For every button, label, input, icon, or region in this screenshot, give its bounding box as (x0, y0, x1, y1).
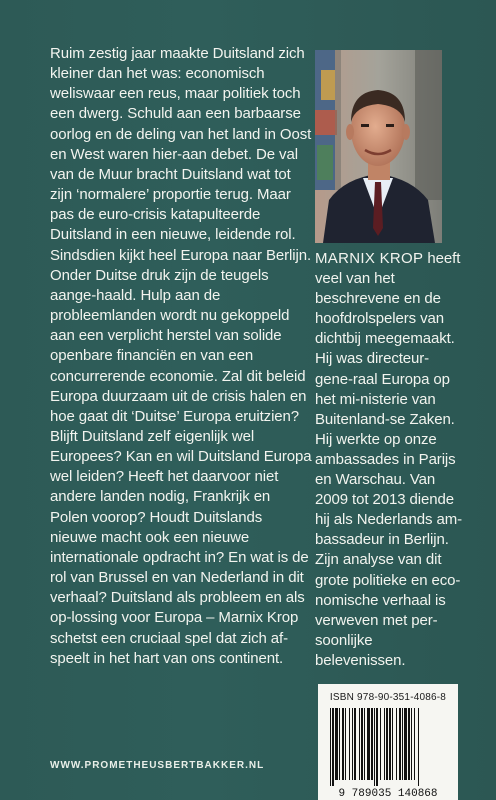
author-bio (315, 249, 465, 671)
barcode-bar (335, 708, 338, 780)
barcode-bar (359, 708, 360, 780)
barcode-bar (367, 708, 370, 780)
barcode-bar (364, 708, 365, 780)
blurb-text: Ruim zestig jaar maakte Duitsland zich kleiner dan het was: economisch weliswaar een reus, maar politiek toch een dwerg. Schuld aan een barbaarse oorlog en de deling van het land in Oost en West waren hier-aan debet. De val van de Muur bracht Duitsland wat tot zijn ‘normalere’ proportie terug. Maar pas de euro-crisis katapulteerde Duitsland in een nieuwe, leidende rol. Sindsdien kijkt heel Europa naar Berlijn. Onder Duitse druk zijn de teugels aange-haald. Hulp aan de probleemlanden wordt nu gekoppeld aan een verplicht herstel van solide openbare financiën en van een concurrerende economie. Zal dit beleid Europa duurzaam uit de crisis halen en hoe gaat dit ‘Duitse’ Europa eruitzien? Blijft Duitsland zelf eigenlijk wel Europees? Kan en wil Duitsland Europa wel leiden? Heeft het daarvoor niet andere landen nodig, Frankrijk en Polen voorop? Houdt Duitslands nieuwe macht ook een nieuwe internationale opdracht in? En wat is de rol van Brussel en van Nederland in dit verhaal? Duitsland als probleem en als op-lossing voor Europa – Marnix Krop schetst een cruciaal spel dat zich af-speelt in het hart van ons continent. (50, 45, 312, 667)
barcode-bar (361, 708, 363, 780)
author-name: MARNIX KROP (315, 250, 424, 267)
barcode-bar (330, 708, 331, 786)
barcode-bar (371, 708, 373, 780)
barcode-bar (339, 708, 340, 780)
barcode-bar (376, 708, 378, 786)
barcode-bar (399, 708, 401, 780)
barcode-bar (414, 708, 415, 780)
barcode-bar (386, 708, 388, 780)
barcode-bar (345, 708, 346, 780)
barcode-bar (392, 708, 393, 780)
barcode-bar (352, 708, 353, 780)
author-bio-text: heeft veel van het beschrevene en de hoofdrolspelers van dichtbij meegemaakt. Hij was directeur-gene-raal Europa op het mi-nisterie van Buitenland-se Zaken. Hij werkte op onze ambassades in Parijs en Warschau. Van 2009 tot 2013 diende hij als Nederlands am-bassadeur in Berlijn. Zijn analyse van dit grote politieke en eco-nomische verhaal is verweven met per-soonlijke belevenissen. (315, 250, 463, 669)
barcode-bar (408, 708, 410, 780)
barcode-digits: 9 789035 140868 (338, 788, 438, 798)
isbn-label: ISBN 978-90-351-4086-8 (329, 692, 447, 703)
barcode-bar (404, 708, 407, 780)
barcode-bar (380, 708, 381, 780)
barcode-bar (411, 708, 412, 780)
barcode-bar (389, 708, 391, 780)
barcode-bar (402, 708, 403, 780)
author-photo (315, 50, 442, 243)
barcode-bar (396, 708, 397, 780)
barcode-bar (349, 708, 350, 780)
barcode-bar (332, 708, 334, 786)
barcode-bar (374, 708, 375, 786)
barcode-bar (384, 708, 385, 780)
barcode (326, 708, 450, 798)
barcode-bar (342, 708, 344, 780)
publisher-website: WWW.PROMETHEUSBERTBAKKER.NL (50, 760, 265, 771)
barcode-panel (318, 684, 458, 800)
barcode-bar (354, 708, 356, 780)
barcode-bar (418, 708, 419, 786)
